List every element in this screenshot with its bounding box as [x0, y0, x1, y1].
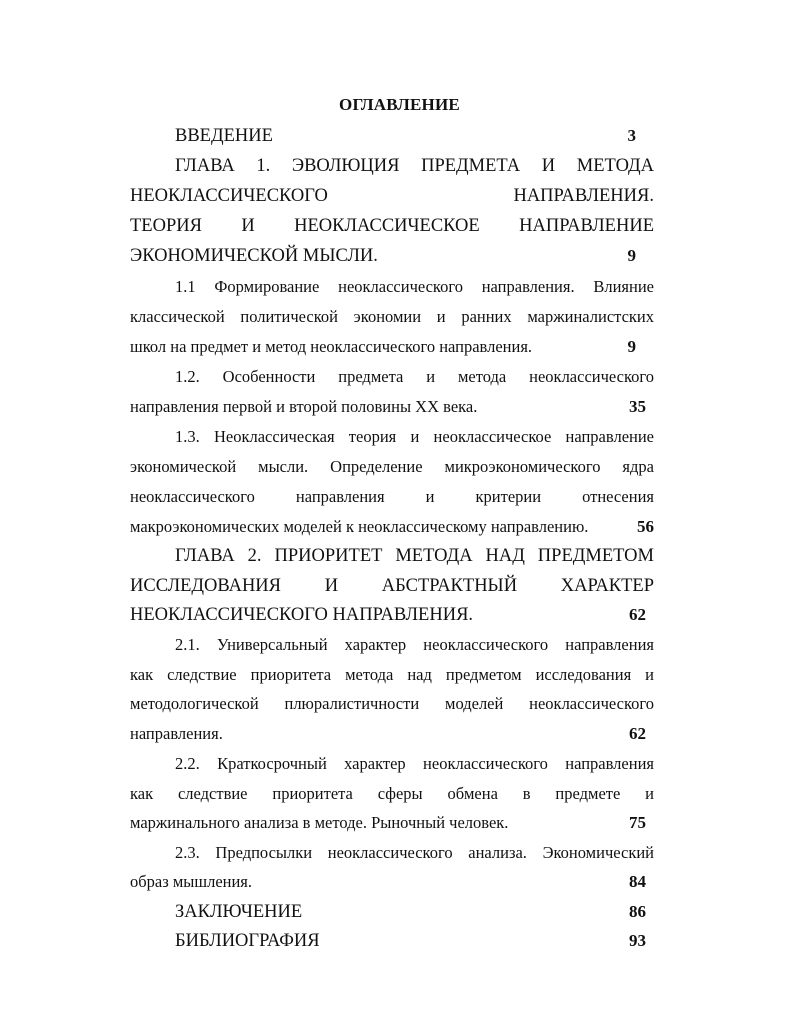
page-number: 9	[627, 246, 636, 265]
toc-entry-label: ВВЕДЕНИЕ	[175, 126, 273, 146]
section-line	[130, 721, 654, 747]
toc-entry-label: БИБЛИОГРАФИЯ	[175, 931, 320, 951]
section-line: 2.1. Универсальный характер неоклассического направления	[175, 635, 654, 654]
chapter-heading-text: ЭКОНОМИЧЕСКОЙ МЫСЛИ.	[130, 246, 378, 266]
section-text: направления первой и второй половины XX века.	[130, 397, 478, 416]
section-line: неоклассического направления и критерии отнесения	[130, 487, 654, 506]
section-line	[130, 514, 654, 540]
section-line	[130, 394, 654, 420]
page-title: ОГЛАВЛЕНИЕ	[339, 95, 460, 114]
page-number: 75	[629, 813, 646, 832]
page-number: 56	[637, 517, 654, 536]
section-text: направления.	[130, 724, 223, 743]
toc-entry-intro[interactable]	[175, 123, 654, 149]
section-line	[130, 869, 654, 895]
section-line: 1.1 Формирование неоклассического направления. Влияние	[175, 277, 654, 296]
chapter-heading-line: ИССЛЕДОВАНИЯ И АБСТРАКТНЫЙ ХАРАКТЕР	[130, 576, 654, 596]
chapter-heading-line: ГЛАВА 2. ПРИОРИТЕТ МЕТОДА НАД ПРЕДМЕТОМ	[175, 546, 654, 566]
section-line: методологической плюралистичности моделей неоклассического	[130, 694, 654, 713]
section-line: экономической мысли. Определение микроэкономического ядра	[130, 457, 654, 476]
toc-entry-conclusion[interactable]	[175, 899, 654, 925]
page-number: 3	[627, 126, 636, 145]
section-text: макроэкономических моделей к неоклассическому направлению.	[130, 517, 589, 536]
section-line	[130, 810, 654, 836]
page-number: 62	[629, 724, 646, 743]
chapter-heading-text: НЕОКЛАССИЧЕСКОГО НАПРАВЛЕНИЯ.	[130, 605, 474, 625]
section-line: 1.2. Особенности предмета и метода неоклассического	[175, 367, 654, 386]
page-number: 93	[629, 931, 646, 950]
section-text: маржинального анализа в методе. Рыночный человек.	[130, 813, 509, 832]
section-line	[130, 334, 654, 360]
toc-entry-label: ЗАКЛЮЧЕНИЕ	[175, 902, 303, 922]
chapter-heading-line	[130, 602, 654, 628]
chapter-heading-line: ТЕОРИЯ И НЕОКЛАССИЧЕСКОЕ НАПРАВЛЕНИЕ	[130, 216, 654, 236]
chapter-heading-line: НЕОКЛАССИЧЕСКОГО НАПРАВЛЕНИЯ.	[130, 186, 654, 206]
section-text: школ на предмет и метод неоклассического направления.	[130, 337, 533, 356]
page-number: 35	[629, 397, 646, 416]
page-number: 86	[629, 902, 646, 921]
page-number: 9	[627, 337, 636, 356]
page-number: 84	[629, 872, 646, 891]
section-text: образ мышления.	[130, 872, 253, 891]
section-line: 2.2. Краткосрочный характер неоклассического направления	[175, 754, 654, 773]
section-line: классической политической экономии и ранних маржиналистских	[130, 307, 654, 326]
toc-entry-bibliography[interactable]	[175, 928, 654, 954]
section-line: 2.3. Предпосылки неоклассического анализа. Экономический	[175, 843, 654, 862]
chapter-heading-line	[130, 243, 654, 269]
page-number: 62	[629, 605, 646, 624]
section-line: 1.3. Неоклассическая теория и неоклассическое направление	[175, 427, 654, 446]
section-line: как следствие приоритета метода над предметом исследования и	[130, 665, 654, 684]
chapter-heading-line: ГЛАВА 1. ЭВОЛЮЦИЯ ПРЕДМЕТА И МЕТОДА	[175, 156, 654, 176]
section-line: как следствие приоритета сферы обмена в предмете и	[130, 784, 654, 803]
